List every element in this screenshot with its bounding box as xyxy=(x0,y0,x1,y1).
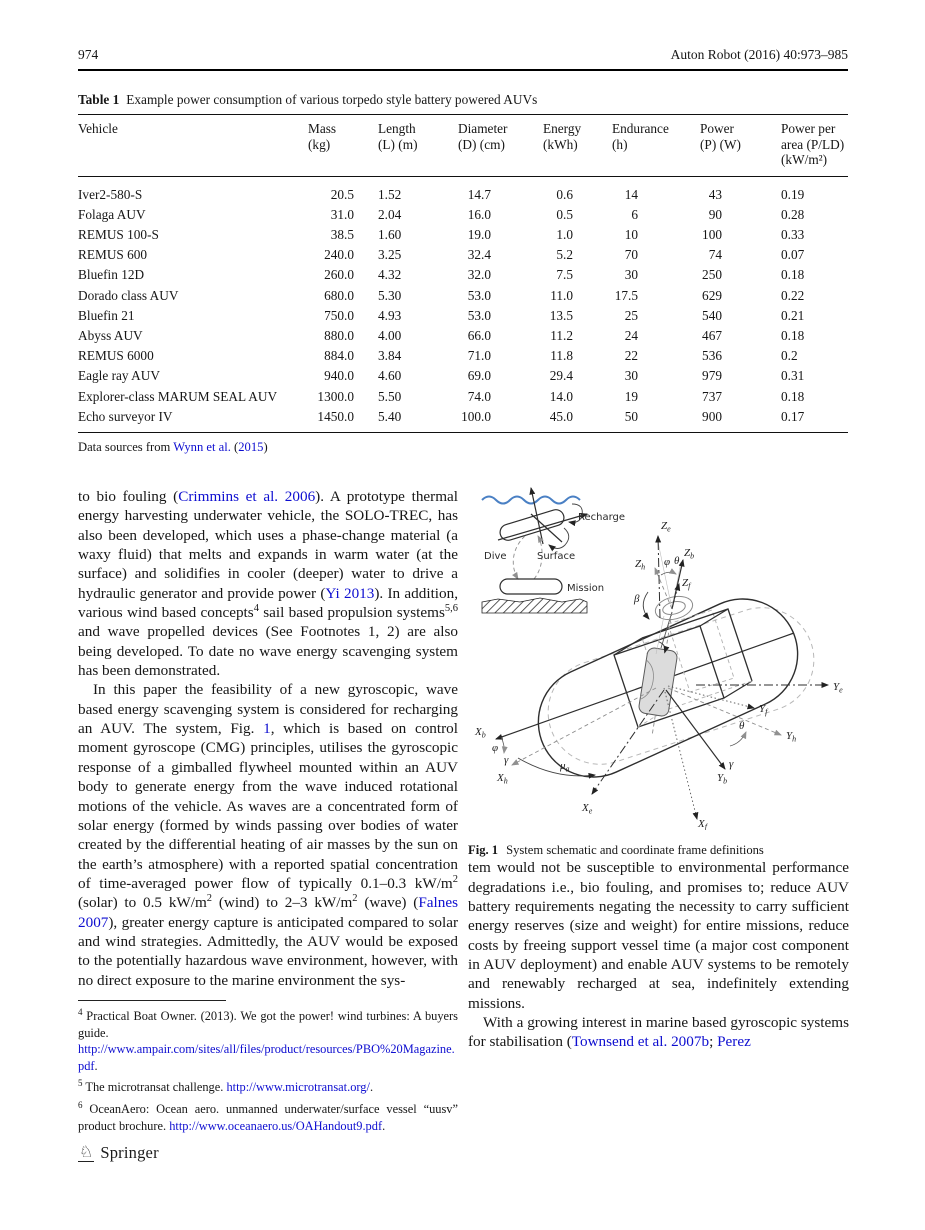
table-cell: Iver2-580-S xyxy=(78,186,143,202)
table-row xyxy=(78,344,848,364)
text-run: . xyxy=(94,1058,98,1073)
footnote-marker: 2 xyxy=(452,873,458,885)
table-cell: 250 xyxy=(702,267,722,283)
column-header: Length (L) (m) xyxy=(378,121,418,152)
table-cell: 30 xyxy=(624,267,638,283)
text-run: tem would not be susceptible to environmental performance degradations i.e., bio fouling, and promises to; reduce AUV battery requirements negating the necessity to carry sufficient energy reserves (size and weight) for entire missions, reduce costs by freeing support vessel time (a major cost component in AUV deployment) and enable AUV systems to be remotely and renewably recharged at sea, indefinitely extending missions. xyxy=(468,859,849,1012)
text-run: With a growing interest in marine based gyroscopic systems for stabilisation ( xyxy=(468,1014,849,1051)
table-cell: 0.17 xyxy=(781,405,848,433)
table-cell: 750.0 xyxy=(324,307,354,323)
column-header: Power (P) (W) xyxy=(700,121,741,152)
table-cell: 536 xyxy=(702,348,722,364)
axis-label: φ xyxy=(664,556,671,568)
header-rule xyxy=(78,69,848,71)
table-cell: 71.0 xyxy=(467,348,491,364)
table-cell: 737 xyxy=(702,388,722,404)
footnote-6 xyxy=(78,1101,458,1134)
citation-link[interactable]: Crimmins et al. 2006 xyxy=(178,488,316,505)
footnote-marker: 5 xyxy=(78,1078,83,1089)
citation-link[interactable]: 1 xyxy=(263,720,271,738)
table-cell: 100.0 xyxy=(458,405,543,433)
axis-label: φ xyxy=(492,742,499,754)
footnote-marker: 2 xyxy=(206,893,213,905)
table-cell: 0.22 xyxy=(781,287,805,303)
column-header: Energy (kWh) xyxy=(543,121,582,152)
text-run: ). In addition, various wind based concepts xyxy=(78,584,458,622)
citation-link[interactable]: Wynn et al. xyxy=(173,439,231,454)
table-cell: 24 xyxy=(624,328,638,343)
citation-link[interactable]: Yi 2013 xyxy=(325,584,375,602)
footnote-marker: 4 xyxy=(253,603,259,614)
figure-caption xyxy=(468,842,849,858)
right-column xyxy=(468,478,849,1052)
axis-label: $Y_e$ xyxy=(833,681,843,695)
axis-label: γ xyxy=(729,758,734,770)
running-head xyxy=(78,47,848,63)
column-header: Power per area (P/LD) (kW/m²) xyxy=(781,121,845,167)
table-cell: 884.0 xyxy=(324,348,354,364)
table-cell: REMUS 100-S xyxy=(78,227,159,243)
table-cell: 680.0 xyxy=(324,287,354,303)
table-cell: Eagle ray AUV xyxy=(78,368,160,384)
citation-link[interactable]: Townsend et al. 2007b xyxy=(571,1033,710,1051)
table-cell: 0.19 xyxy=(781,186,805,202)
table-cell: 70 xyxy=(624,247,638,263)
table-cell: 32.0 xyxy=(467,267,491,283)
table-cell: 1450.0 xyxy=(308,405,378,433)
axis-label: $Z_e$ xyxy=(661,520,671,534)
table-cell: 14.0 xyxy=(549,388,573,404)
table-cell: 1.0 xyxy=(556,227,573,243)
text-run: Data sources from xyxy=(78,439,174,454)
column-header: Diameter (D) (cm) xyxy=(458,121,508,152)
footnote-marker: 4 xyxy=(78,1006,83,1017)
table-cell: 0.33 xyxy=(781,227,805,243)
table-cell: 43 xyxy=(708,186,722,202)
table-cell: 50 xyxy=(612,405,700,433)
table-cell: 979 xyxy=(702,368,722,384)
table-row xyxy=(78,405,848,433)
citation-link[interactable]: http://www.microtransat.org/ xyxy=(226,1080,370,1095)
flywheel xyxy=(638,640,679,717)
axis-label: $Y_b$ xyxy=(717,772,728,786)
axis-label: $X_b$ xyxy=(475,726,486,740)
table-cell: 14 xyxy=(624,186,638,202)
table-cell: 5.2 xyxy=(556,247,573,263)
dive-arrow xyxy=(513,536,525,579)
text-run: ). A prototype thermal energy harvesting underwater vehicle, the SOLO-TREC, has also been developed, which uses a phase-change material (a waxy fluid) that melts and expands in warm water (at the surface) and solidifies in cooler (deeper) water to drive a hydraulic generator and provide power ( xyxy=(78,488,458,602)
axis-label: $X_f$ xyxy=(698,818,707,830)
table-cell: 900 xyxy=(700,405,781,433)
text-run: The microtransat challenge. xyxy=(82,1080,227,1095)
auv-mission-capsule xyxy=(500,579,562,594)
citation-link[interactable]: Perez xyxy=(717,1033,751,1051)
table-cell: 17.5 xyxy=(614,287,638,303)
table-cell: 260.0 xyxy=(324,267,354,283)
text-run: to bio fouling ( xyxy=(78,488,179,505)
table-cell: 10 xyxy=(624,227,638,243)
mission-cycle-inset xyxy=(482,488,625,613)
table-row xyxy=(78,324,848,344)
footnote-5 xyxy=(78,1079,458,1096)
table-row xyxy=(78,384,848,404)
axis-label: β xyxy=(634,593,640,605)
axis-label: $\mu_a$ xyxy=(560,760,570,774)
footnote-marker: 6 xyxy=(78,1099,83,1110)
table-cell: 25 xyxy=(624,307,638,323)
body-paragraph xyxy=(78,487,458,680)
table-row xyxy=(78,304,848,324)
table-cell: 0.21 xyxy=(781,307,805,323)
table-cell: 4.32 xyxy=(378,267,402,283)
table-cell: 0.5 xyxy=(556,206,573,222)
table-cell: Dorado class AUV xyxy=(78,287,179,303)
table-cell: 0.07 xyxy=(781,247,805,263)
table-cell: 0.28 xyxy=(781,206,805,222)
table-cell: 0.18 xyxy=(781,388,805,404)
left-column xyxy=(78,487,458,1139)
table-row xyxy=(78,176,848,203)
table-cell: 14.7 xyxy=(467,186,491,202)
seabed-hatch xyxy=(482,598,587,613)
table-cell: 0.6 xyxy=(556,186,573,202)
table-header-row xyxy=(78,115,848,177)
table-cell: 2.04 xyxy=(378,206,402,222)
table-row xyxy=(78,223,848,243)
table-cell: 22 xyxy=(624,348,638,364)
axis-label: $Z_f$ xyxy=(682,577,691,591)
figure1-schematic xyxy=(468,478,849,830)
surface-label: Surface xyxy=(537,551,576,562)
footnote-marker: 5,6 xyxy=(444,603,458,614)
table-cell: 1.60 xyxy=(378,227,402,243)
axis-label: $Y_h$ xyxy=(786,730,797,744)
text-run: In this paper the feasibility of a new gyroscopic, wave based energy scavenging system is considered for recharging an AUV. The system, Fig. xyxy=(78,681,458,738)
table-cell: 29.4 xyxy=(549,368,573,384)
text-run: ( xyxy=(230,439,239,454)
table-cell: Echo surveyor IV xyxy=(78,405,308,433)
body-paragraph xyxy=(78,680,458,990)
table-cell: 31.0 xyxy=(330,206,354,222)
table1-section xyxy=(78,91,848,455)
recharge-label: Recharge xyxy=(578,512,626,523)
table-cell: 240.0 xyxy=(324,247,354,263)
text-run: sail based propulsion systems xyxy=(258,604,445,622)
text-run: Practical Boat Owner. (2013). We got the power! wind turbines: A buyers guide. xyxy=(78,1008,458,1040)
table-cell: 940.0 xyxy=(324,368,354,384)
figure-caption-label: Fig. 1 xyxy=(468,843,499,858)
table-cell: 32.4 xyxy=(467,247,491,263)
table-cell: Explorer-class MARUM SEAL AUV xyxy=(78,388,278,404)
table-cell: 69.0 xyxy=(467,368,491,384)
footnote-4 xyxy=(78,1008,458,1074)
water-surface-line xyxy=(482,497,580,504)
column-header: Endurance (h) xyxy=(612,121,669,152)
table-cell: REMUS 6000 xyxy=(78,348,154,364)
table-cell: Bluefin 21 xyxy=(78,307,135,323)
table-row xyxy=(78,243,848,263)
table-cell: 11.0 xyxy=(550,287,573,303)
table-cell: 16.0 xyxy=(467,206,491,222)
axis-label: θ xyxy=(739,720,745,732)
table-row xyxy=(78,364,848,384)
axis-label: $X_e$ xyxy=(582,802,593,816)
mission-label: Mission xyxy=(567,583,605,594)
text-run: . xyxy=(382,1118,386,1133)
table-cell: 100 xyxy=(702,227,722,243)
text-run: (solar) to 0.5 kW/m xyxy=(78,894,207,912)
table-cell: 66.0 xyxy=(467,328,491,343)
table-cell: 467 xyxy=(702,328,722,343)
column-header: Vehicle xyxy=(78,121,118,136)
table-cell: 7.5 xyxy=(556,267,573,283)
publisher-footer xyxy=(78,1143,159,1163)
journal-citation: Auton Robot (2016) 40:973–985 xyxy=(670,47,848,62)
table-cell: Abyss AUV xyxy=(78,328,143,343)
table-cell: 53.0 xyxy=(467,307,491,323)
table-source-note xyxy=(78,440,848,455)
axis-label: $Z_h$ xyxy=(635,558,646,572)
springer-knight-icon: ♘ xyxy=(79,1142,94,1161)
table-cell: 11.8 xyxy=(550,348,573,364)
table-cell: 6 xyxy=(631,206,638,222)
citation-link[interactable]: http://www.ampair.com/sites/all/files/product/resources/PBO%20Magazine.pdf xyxy=(78,1042,455,1073)
text-run: (wave) ( xyxy=(357,894,419,912)
table-row xyxy=(78,263,848,283)
table-cell: 20.5 xyxy=(330,186,354,202)
table-cell: 5.40 xyxy=(378,405,458,433)
text-run: . xyxy=(369,1080,374,1095)
text-run: , which is based on control moment gyroscope (CMG) principles, utilises the gyroscopic response of a gimballed flywheel mounted within an AUV body to generate energy from the wave induced rotational motions of the vehicle. As waves are a concentrated form of solar energy (formed by winds passing over bodies of water created by the differential heating of air masses by the sun on the earth’s atmosphere) with a reported spatial concentration of time-averaged power flow of typically 0.1–0.3 kW/m xyxy=(78,720,458,892)
table-cell: 90 xyxy=(708,206,722,222)
table-cell: 3.25 xyxy=(378,247,402,263)
footnote-marker: 2 xyxy=(352,893,358,905)
table-row xyxy=(78,203,848,223)
table-cell: 38.5 xyxy=(330,227,354,243)
table-cell: Folaga AUV xyxy=(78,206,146,222)
table-cell: 5.30 xyxy=(378,287,402,303)
text-run: (wind) to 2–3 kW/m xyxy=(212,894,353,912)
table-cell: 53.0 xyxy=(467,287,491,303)
table-row xyxy=(78,283,848,303)
column-header: Mass (kg) xyxy=(308,121,337,152)
coordinate-frames-diagram xyxy=(474,520,843,830)
table-cell: 0.31 xyxy=(781,368,805,384)
axis-label: γ xyxy=(504,754,509,766)
table-cell: 19 xyxy=(624,388,638,404)
table-cell: 4.00 xyxy=(378,328,402,343)
text-run: OceanAero: Ocean aero. unmanned underwater/surface vessel “uusv” product brochure. xyxy=(78,1101,458,1133)
body-paragraph xyxy=(468,858,849,1013)
dive-label: Dive xyxy=(484,551,507,562)
table-cell: REMUS 600 xyxy=(78,247,148,263)
table-cell: 4.60 xyxy=(378,368,402,384)
table-cell: 3.84 xyxy=(378,348,402,364)
text-run: ), greater energy capture is anticipated compared to solar and wind strategies. Admittedly, the AUV would be exposed to the potentially hazardous wave environment, however, with no direct exposure to the marine environment the sys- xyxy=(78,913,458,989)
axis-label: θ xyxy=(674,555,680,567)
axis-label: $Y_f$ xyxy=(759,703,768,717)
axis-label: $Z_b$ xyxy=(684,547,695,561)
citation-link[interactable]: http://www.oceanaero.us/OAHandout9.pdf xyxy=(169,1118,383,1133)
table-cell: 629 xyxy=(702,287,722,303)
text-run: ; xyxy=(709,1033,718,1051)
body-paragraph xyxy=(468,1013,849,1052)
table-caption-text: Example power consumption of various torpedo style battery powered AUVs xyxy=(126,92,538,107)
table-cell: 74.0 xyxy=(467,388,491,404)
page-number: 974 xyxy=(78,47,99,62)
table-cell: 1300.0 xyxy=(317,388,354,404)
table-cell: 4.93 xyxy=(378,307,402,323)
table-cell: 13.5 xyxy=(549,307,573,323)
citation-link[interactable]: Falnes 2007 xyxy=(78,894,458,931)
table-cell: 19.0 xyxy=(467,227,491,243)
table-cell: 74 xyxy=(708,247,722,263)
table-cell: 880.0 xyxy=(324,328,354,343)
auv-power-table xyxy=(78,114,848,433)
table-cell: 45.0 xyxy=(543,405,612,433)
figure-caption-text: System schematic and coordinate frame definitions xyxy=(506,843,764,858)
table-caption-label: Table 1 xyxy=(78,92,120,107)
table-cell: 30 xyxy=(624,368,638,384)
table-cell: 5.50 xyxy=(378,388,402,404)
table-cell: 0.18 xyxy=(781,328,805,343)
table-cell: 11.2 xyxy=(550,328,573,343)
table-cell: Bluefin 12D xyxy=(78,267,145,283)
footnote-rule xyxy=(78,1000,226,1001)
publisher-name: Springer xyxy=(100,1143,159,1162)
table-cell: 0.2 xyxy=(781,348,798,364)
table-cell: 1.52 xyxy=(378,186,402,202)
axis-label: $X_h$ xyxy=(497,772,508,786)
table-caption xyxy=(78,91,848,108)
table-cell: 0.18 xyxy=(781,267,805,283)
citation-link[interactable]: 2015 xyxy=(238,439,264,454)
text-run: and wave propelled devices (See Footnotes 1, 2) are also being developed. To date no wave energy scavenging system has been demonstrated. xyxy=(78,623,458,680)
text-run: ) xyxy=(263,439,268,454)
table-cell: 540 xyxy=(702,307,722,323)
